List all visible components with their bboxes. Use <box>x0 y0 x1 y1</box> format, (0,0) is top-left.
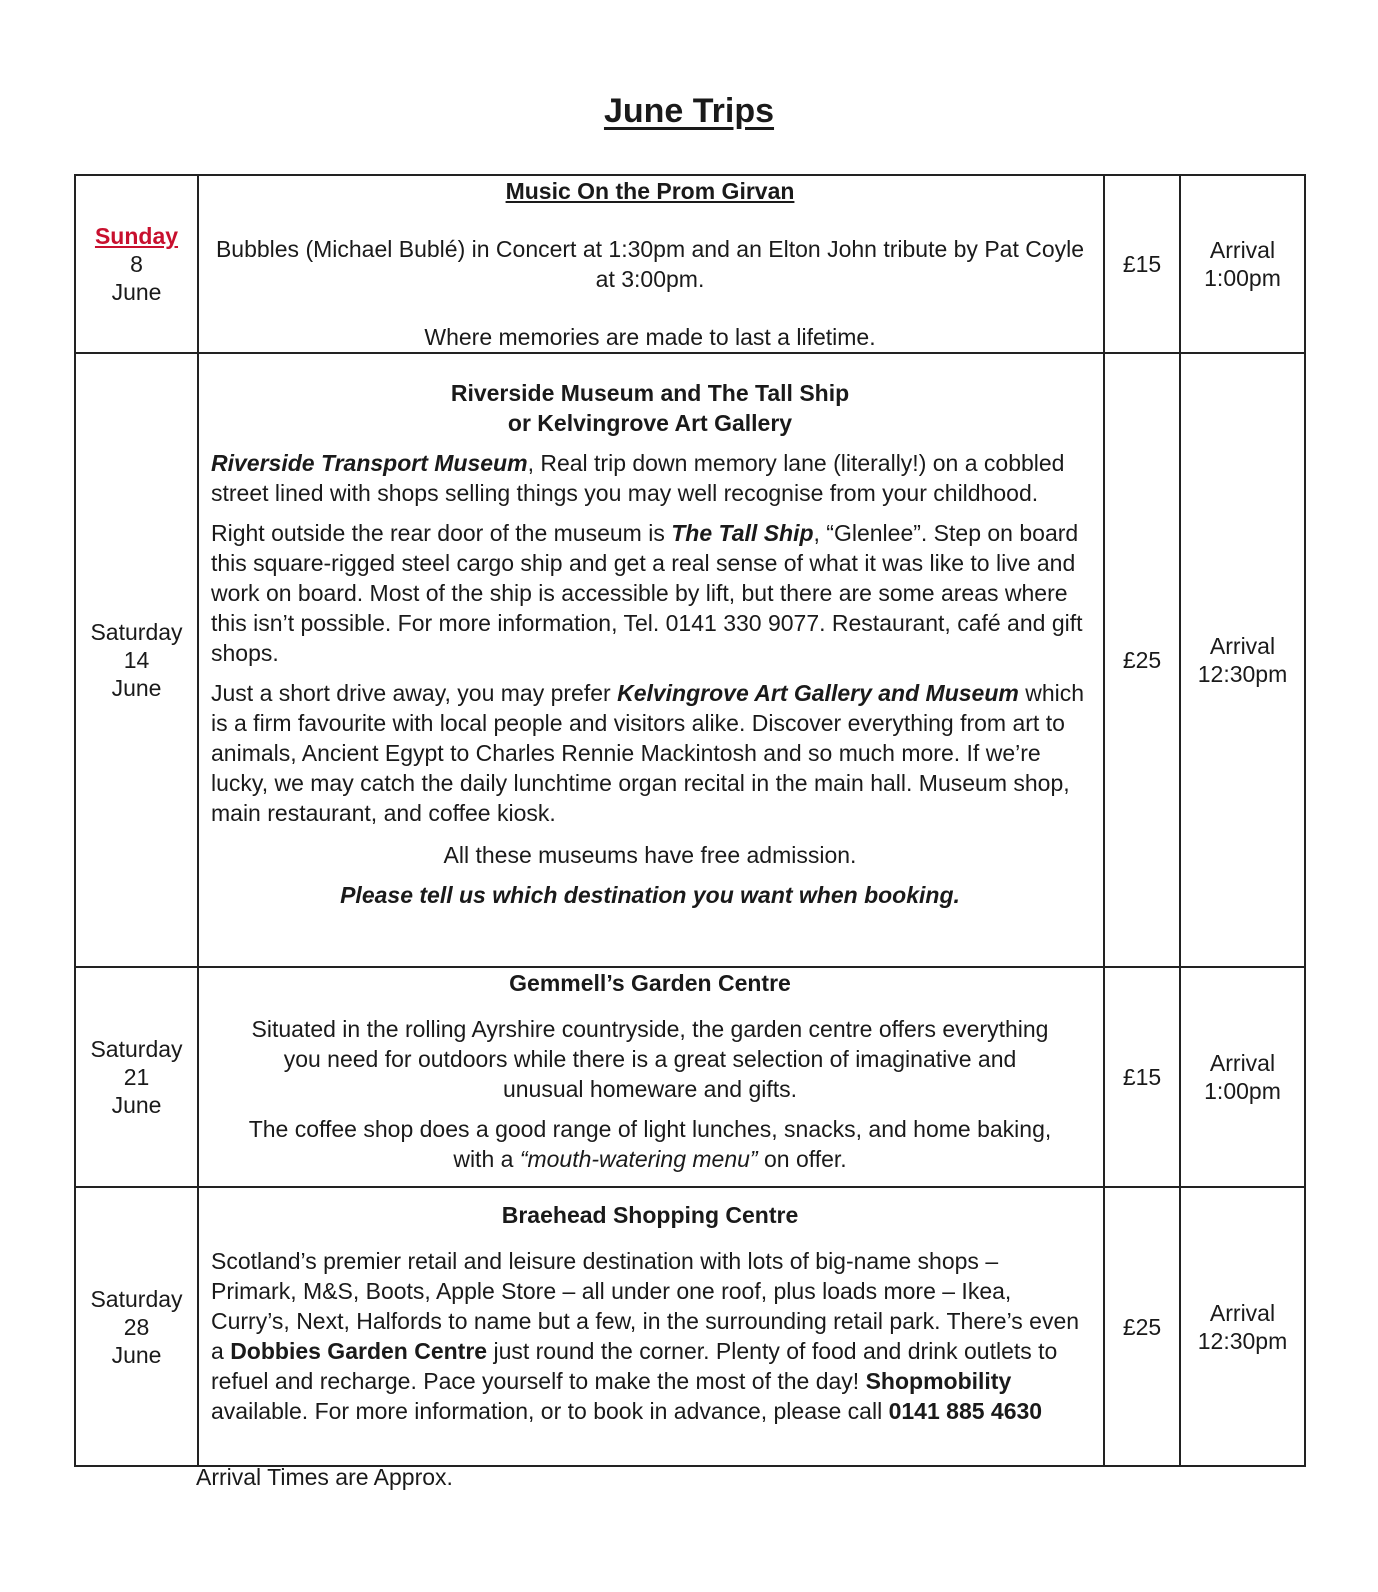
arrival-time: 1:00pm <box>1204 265 1281 291</box>
trip-date <box>75 1187 198 1466</box>
trip-paragraph-text: Just a short drive away, you may prefer <box>211 680 618 706</box>
trip-month: June <box>111 1092 162 1118</box>
trip-paragraph-text: on offer. <box>757 1146 847 1172</box>
trip-paragraph-text: just round the corner. Plenty of food and drink outlets to refuel and recharge. Pace yourself to make the most of the day! <box>211 1338 1058 1394</box>
trip-paragraph-text: , Real trip down memory lane (literally!) on a cobbled street lined with shops selling things you may well recognise from your childhood. <box>211 450 1065 506</box>
trip-date <box>75 967 198 1187</box>
menu-quote: “mouth-watering menu” <box>519 1146 758 1172</box>
trip-row <box>75 1187 1305 1466</box>
trip-day: Saturday <box>90 1036 183 1062</box>
trip-day: Saturday <box>90 1285 183 1312</box>
booking-note: Please tell us which destination you want when booking. <box>340 882 960 908</box>
trip-month: June <box>111 1341 162 1368</box>
free-admission-note: All these museums have free admission. <box>443 842 857 868</box>
trip-day-number: 28 <box>123 1313 150 1340</box>
trip-paragraph <box>211 1114 1089 1174</box>
trip-title-line2: or Kelvingrove Art Gallery <box>507 410 793 436</box>
trip-description <box>198 1187 1104 1466</box>
trip-title: Braehead Shopping Centre <box>501 1202 799 1228</box>
arrival-time: 1:00pm <box>1204 1078 1281 1104</box>
arrival-footnote: Arrival Times are Approx. <box>196 1464 453 1490</box>
trip-paragraph-text: Right outside the rear door of the museum is <box>211 520 672 546</box>
trip-paragraph <box>211 1246 1089 1426</box>
trip-paragraph-text: which is a firm favourite with local people and visitors alike. Discover everything from art to animals, Ancient Egypt to Charles Rennie Mackintosh and so much more. If we’re lucky, we may catch the daily lunchtime organ recital in the main hall. Museum shop, main restaurant, and coffee kiosk. <box>211 680 1085 826</box>
arrival-label: Arrival <box>1209 1299 1276 1326</box>
trip-paragraph-text: available. For more information, or to book in advance, please call <box>211 1398 889 1424</box>
trip-day-number: 8 <box>130 251 143 277</box>
trip-title: Music On the Prom Girvan <box>505 178 795 204</box>
trip-text: Bubbles (Michael Bublé) in Concert at 1:30pm and an Elton John tribute by Pat Coyle at 3:00pm. <box>215 236 1085 292</box>
arrival-time: 12:30pm <box>1197 661 1288 687</box>
trip-day: Sunday <box>94 223 179 249</box>
trip-month: June <box>111 675 162 701</box>
trip-arrival <box>1180 967 1305 1187</box>
trip-arrival <box>1180 175 1305 353</box>
trip-description <box>198 967 1104 1187</box>
dobbies-name: Dobbies Garden Centre <box>230 1338 488 1364</box>
trip-day-number: 14 <box>123 647 150 673</box>
arrival-label: Arrival <box>1209 1050 1276 1076</box>
trip-month: June <box>111 279 162 305</box>
arrival-label: Arrival <box>1209 633 1276 659</box>
trip-paragraph <box>211 678 1089 828</box>
trip-paragraph-text: , “Glenlee”. Step on board this square-rigged steel cargo ship and get a real sense of what it was like to live and work on board. Most of the ship is accessible by lift, but there are some areas where this isn’t possible. For more information, Tel. 0141 330 9077. Restaurant, café and gift shops. <box>211 520 1083 666</box>
trip-description <box>198 175 1104 353</box>
trip-arrival <box>1180 1187 1305 1466</box>
page-title: June Trips <box>603 92 775 130</box>
trip-paragraph <box>211 448 1089 508</box>
riverside-museum-name: Riverside Transport Museum <box>211 450 528 476</box>
trip-price: £15 <box>1104 967 1180 1187</box>
trip-paragraph <box>211 518 1089 668</box>
trip-row <box>75 967 1305 1187</box>
kelvingrove-name: Kelvingrove Art Gallery and Museum <box>617 680 1019 706</box>
trip-title: Riverside Museum and The Tall Ship <box>450 380 850 406</box>
trip-price: £25 <box>1104 1187 1180 1466</box>
booking-phone[interactable]: 0141 885 4630 <box>888 1398 1043 1424</box>
trip-paragraph-text: The coffee shop does a good range of light lunches, snacks, and home baking, with a <box>248 1116 1052 1172</box>
trip-day-number: 21 <box>123 1064 150 1090</box>
trip-price: £25 <box>1104 353 1180 967</box>
trip-title: Gemmell’s Garden Centre <box>509 970 791 996</box>
trip-day: Saturday <box>90 619 183 645</box>
shopmobility-name: Shopmobility <box>865 1368 1012 1394</box>
trip-paragraph-text: Scotland’s premier retail and leisure destination with lots of big-name shops – Primark, M&S, Boots, Apple Store – all under one roof, plus loads more – Ikea, Curry’s, Next, Halfords to name but a few, in the surrounding retail park. There’s even a <box>211 1248 1080 1364</box>
arrival-label: Arrival <box>1209 237 1276 263</box>
trips-table <box>74 174 1306 1467</box>
trip-price: £15 <box>1104 175 1180 353</box>
trip-row <box>75 175 1305 353</box>
trip-paragraph: Situated in the rolling Ayrshire countryside, the garden centre offers everything you need for outdoors while there is a great selection of imaginative and unusual homeware and gifts. <box>251 1016 1049 1102</box>
trip-row <box>75 353 1305 967</box>
trip-tagline: Where memories are made to last a lifetime. <box>424 324 876 350</box>
arrival-time: 12:30pm <box>1197 1327 1288 1354</box>
trip-description <box>198 353 1104 967</box>
tall-ship-name: The Tall Ship <box>671 520 814 546</box>
trip-date <box>75 175 198 353</box>
trip-date <box>75 353 198 967</box>
trip-arrival <box>1180 353 1305 967</box>
